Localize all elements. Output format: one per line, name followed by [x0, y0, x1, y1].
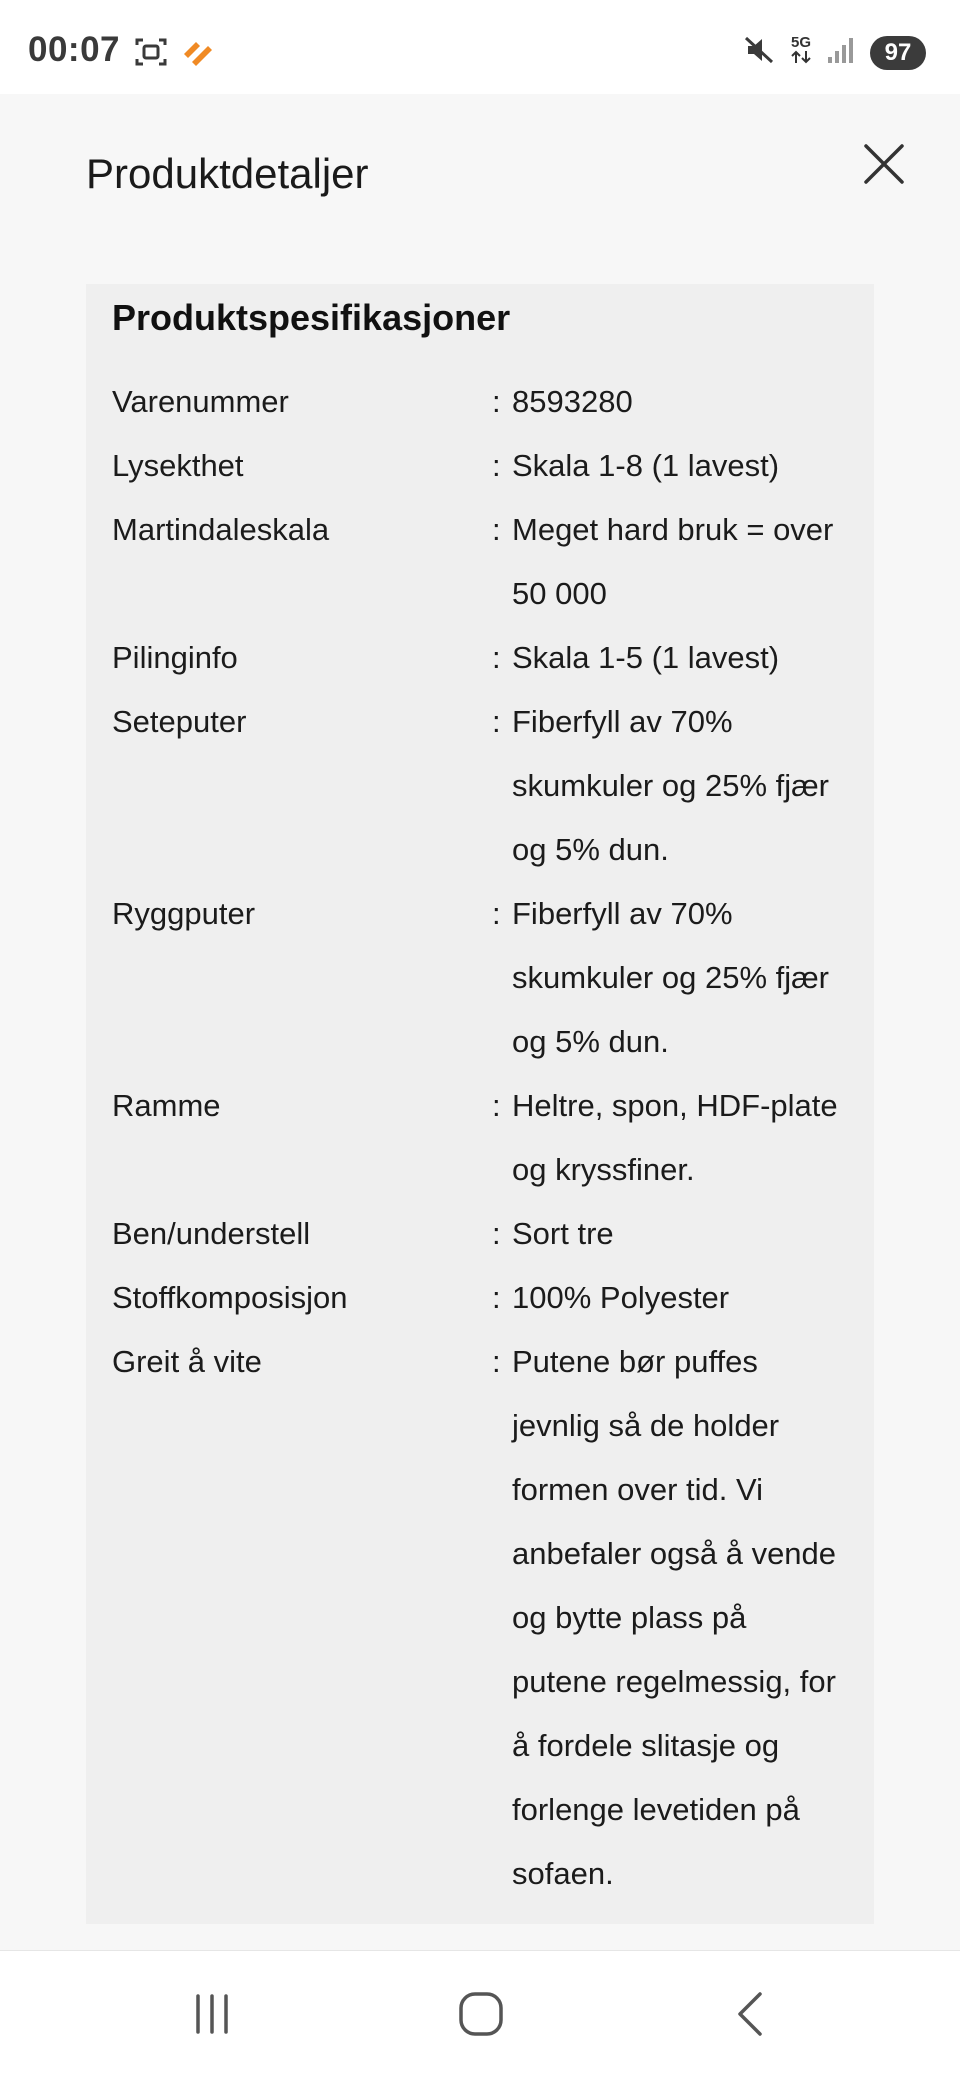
home-button[interactable]	[451, 1989, 511, 2043]
spec-colon: :	[492, 384, 501, 419]
status-system-icons	[742, 34, 926, 71]
spec-value: Fiberfyll av 70% skumkuler og 25% fjær og 5% dun.	[512, 704, 830, 867]
spec-value: Sort tre	[512, 1216, 614, 1251]
spec-value: Skala 1-5 (1 lavest)	[512, 640, 780, 675]
spec-row	[112, 1330, 846, 1906]
spec-colon: :	[492, 1344, 501, 1379]
spec-row	[112, 690, 846, 882]
spec-colon: :	[492, 1088, 501, 1123]
spec-colon: :	[492, 448, 501, 483]
signal-icon	[826, 35, 856, 70]
spec-label: Martindaleskala	[112, 512, 330, 547]
spec-row	[112, 1074, 846, 1202]
spec-row	[112, 434, 846, 498]
spec-label: Seteputer	[112, 704, 247, 739]
spec-row	[112, 626, 846, 690]
spec-value: Meget hard bruk = over 50 000	[512, 512, 834, 611]
spec-row	[112, 1202, 846, 1266]
spec-row	[112, 1266, 846, 1330]
spec-colon: :	[492, 896, 501, 931]
back-button[interactable]	[720, 1989, 780, 2043]
status-notification-icons	[134, 36, 214, 73]
spec-label: Stoffkomposisjon	[112, 1280, 348, 1315]
screenshot-icon	[134, 36, 168, 73]
spec-row	[112, 882, 846, 1074]
home-icon	[457, 1990, 505, 2043]
spec-value: Skala 1-8 (1 lavest)	[512, 448, 780, 483]
spec-colon: :	[492, 640, 501, 675]
spec-colon: :	[492, 1216, 501, 1251]
product-specifications-panel[interactable]	[86, 284, 874, 1924]
spec-value: 100% Polyester	[512, 1280, 730, 1315]
spec-label: Ryggputer	[112, 896, 256, 931]
back-icon	[730, 1990, 770, 2043]
close-icon	[862, 142, 906, 191]
spec-colon: :	[492, 512, 501, 547]
close-button[interactable]	[856, 138, 912, 194]
network-5g-icon: 5G	[790, 36, 812, 69]
status-bar	[0, 0, 960, 94]
spec-colon: :	[492, 704, 501, 739]
mute-icon	[742, 34, 776, 71]
spec-value: Fiberfyll av 70% skumkuler og 25% fjær og 5% dun.	[512, 896, 830, 1059]
recents-button[interactable]	[182, 1989, 242, 2043]
page-title: Produktdetaljer	[86, 150, 369, 197]
status-time: 00:07	[28, 30, 121, 69]
product-details-sheet	[0, 94, 960, 1950]
specifications-heading: Produktspesifikasjoner	[112, 297, 511, 338]
spec-label: Varenummer	[112, 384, 289, 419]
spec-row	[112, 370, 846, 434]
app-notification-icon	[180, 36, 214, 73]
spec-label: Pilinginfo	[112, 640, 238, 675]
spec-label: Ramme	[112, 1088, 221, 1123]
spec-value: Putene bør puffes jevnlig så de holder formen over tid. Vi anbefaler også å vende og bytte plass på putene regelmessig, for å fordele slitasje og forlenge levetiden på sofaen.	[512, 1344, 837, 1891]
spec-row	[112, 498, 846, 626]
battery-indicator: 97	[870, 36, 926, 70]
spec-value: 8593280	[512, 384, 633, 419]
recents-icon	[190, 1992, 234, 2041]
specifications-table	[112, 370, 846, 1906]
spec-label: Ben/understell	[112, 1216, 311, 1251]
spec-colon: :	[492, 1280, 501, 1315]
system-navigation-bar	[0, 1950, 960, 2080]
spec-label: Lysekthet	[112, 448, 244, 483]
spec-value: Heltre, spon, HDF-plate og kryssfiner.	[512, 1088, 838, 1187]
spec-label: Greit å vite	[112, 1344, 262, 1379]
